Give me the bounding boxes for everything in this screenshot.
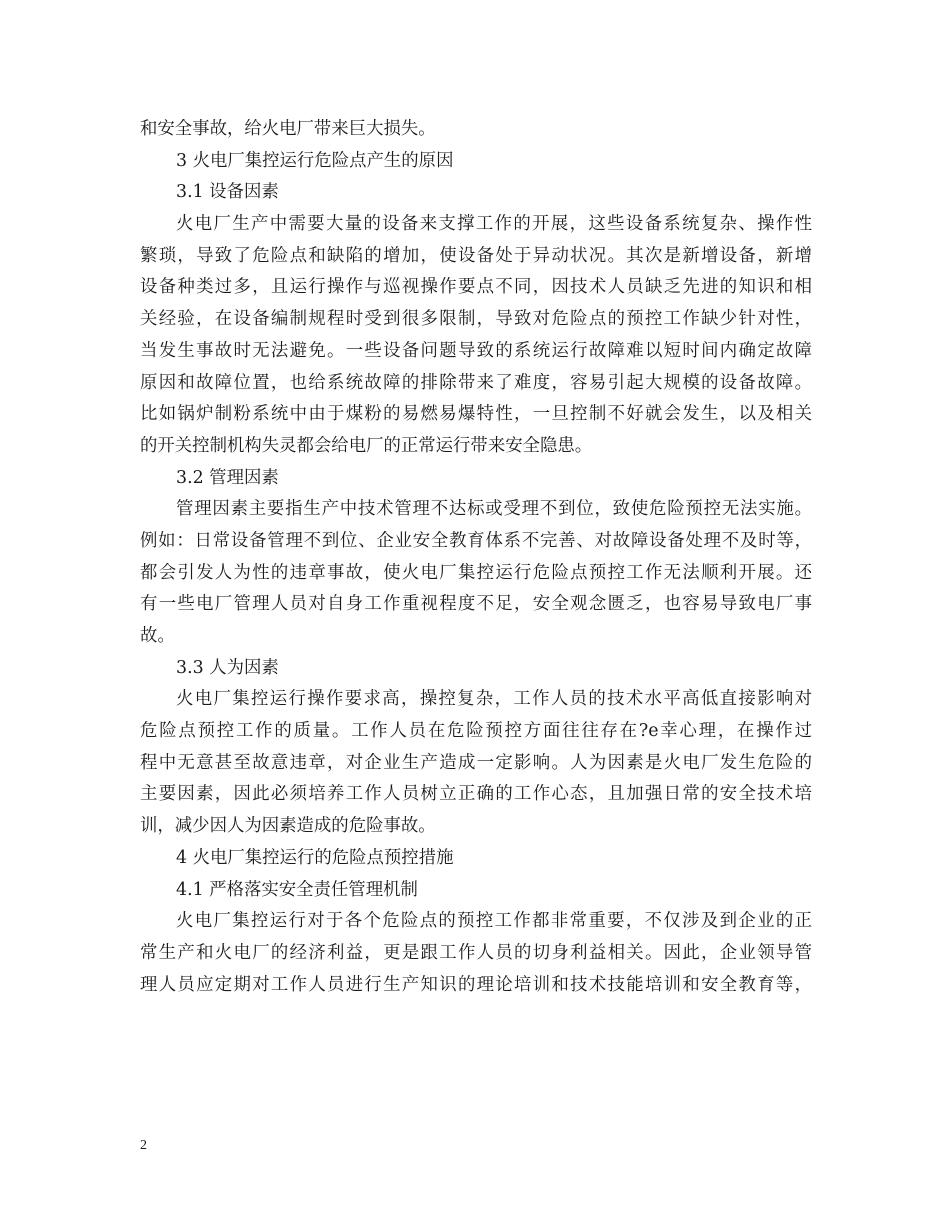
text-line: 主要因素，因此必须培养工作人员树立正确的工作心态，且加强日常的安全技术培	[140, 784, 812, 805]
text-line: 训，减少因人为因素造成的危险事故。	[140, 816, 436, 837]
page-number: 2	[140, 1138, 147, 1153]
text-line: 理人员应定期对工作人员进行生产知识的理论培训和技术技能培训和安全教育等，	[140, 974, 812, 995]
text-line: 危险点预控工作的质量。工作人员在危险预控方面往往存在?e幸心理，在操作过	[140, 721, 812, 742]
text-line: 设备种类过多，且运行操作与巡视操作要点不同，因技术人员缺乏先进的知识和相	[140, 277, 812, 298]
text-line: 火电厂生产中需要大量的设备来支撑工作的开展，这些设备系统复杂、操作性	[176, 214, 812, 235]
text-line: 比如锅炉制粉系统中由于煤粉的易燃易爆特性，一旦控制不好就会发生，以及相关	[140, 404, 812, 425]
text-line: 原因和故障位置，也给系统故障的排除带来了难度，容易引起大规模的设备故障。	[140, 372, 812, 393]
section-heading: 3 火电厂集控运行危险点产生的原因	[176, 150, 454, 171]
text-line: 例如：日常设备管理不到位、企业安全教育体系不完善、对故障设备处理不及时等，	[140, 530, 812, 551]
text-line: 管理因素主要指生产中技术管理不达标或受理不到位，致使危险预控无法实施。	[176, 499, 812, 520]
text-line: 关经验，在设备编制规程时受到很多限制，导致对危险点的预控工作缺少针对性，	[140, 309, 812, 330]
section-heading: 3.3 人为因素	[176, 657, 279, 678]
text-line: 有一些电厂管理人员对自身工作重视程度不足，安全观念匮乏，也容易导致电厂事	[140, 594, 812, 615]
text-line: 火电厂集控运行操作要求高，操控复杂，工作人员的技术水平高低直接影响对	[176, 689, 812, 710]
text-line: 都会引发人为性的违章事故，使火电厂集控运行危险点预控工作无法顺利开展。还	[140, 562, 812, 583]
section-heading: 3.2 管理因素	[176, 467, 279, 488]
text-line: 常生产和火电厂的经济利益，更是跟工作人员的切身利益相关。因此，企业领导管	[140, 942, 812, 963]
text-line: 繁琐，导致了危险点和缺陷的增加，使设备处于异动状况。其次是新增设备，新增	[140, 245, 812, 266]
document-body	[140, 114, 812, 1001]
text-line: 当发生事故时无法避免。一些设备问题导致的系统运行故障难以短时间内确定故障	[140, 340, 812, 361]
text-line: 故。	[140, 626, 175, 646]
text-line: 和安全事故，给火电厂带来巨大损失。	[140, 119, 436, 139]
section-heading: 3.1 设备因素	[176, 182, 279, 203]
text-line: 火电厂集控运行对于各个危险点的预控工作都非常重要，不仅涉及到企业的正	[176, 911, 812, 932]
section-heading: 4.1 严格落实安全责任管理机制	[176, 879, 418, 900]
text-line: 程中无意甚至故意违章，对企业生产造成一定影响。人为因素是火电厂发生危险的	[140, 752, 812, 773]
text-line: 的开关控制机构失灵都会给电厂的正常运行带来安全隐患。	[140, 435, 593, 456]
section-heading: 4 火电厂集控运行的危险点预控措施	[176, 847, 454, 868]
